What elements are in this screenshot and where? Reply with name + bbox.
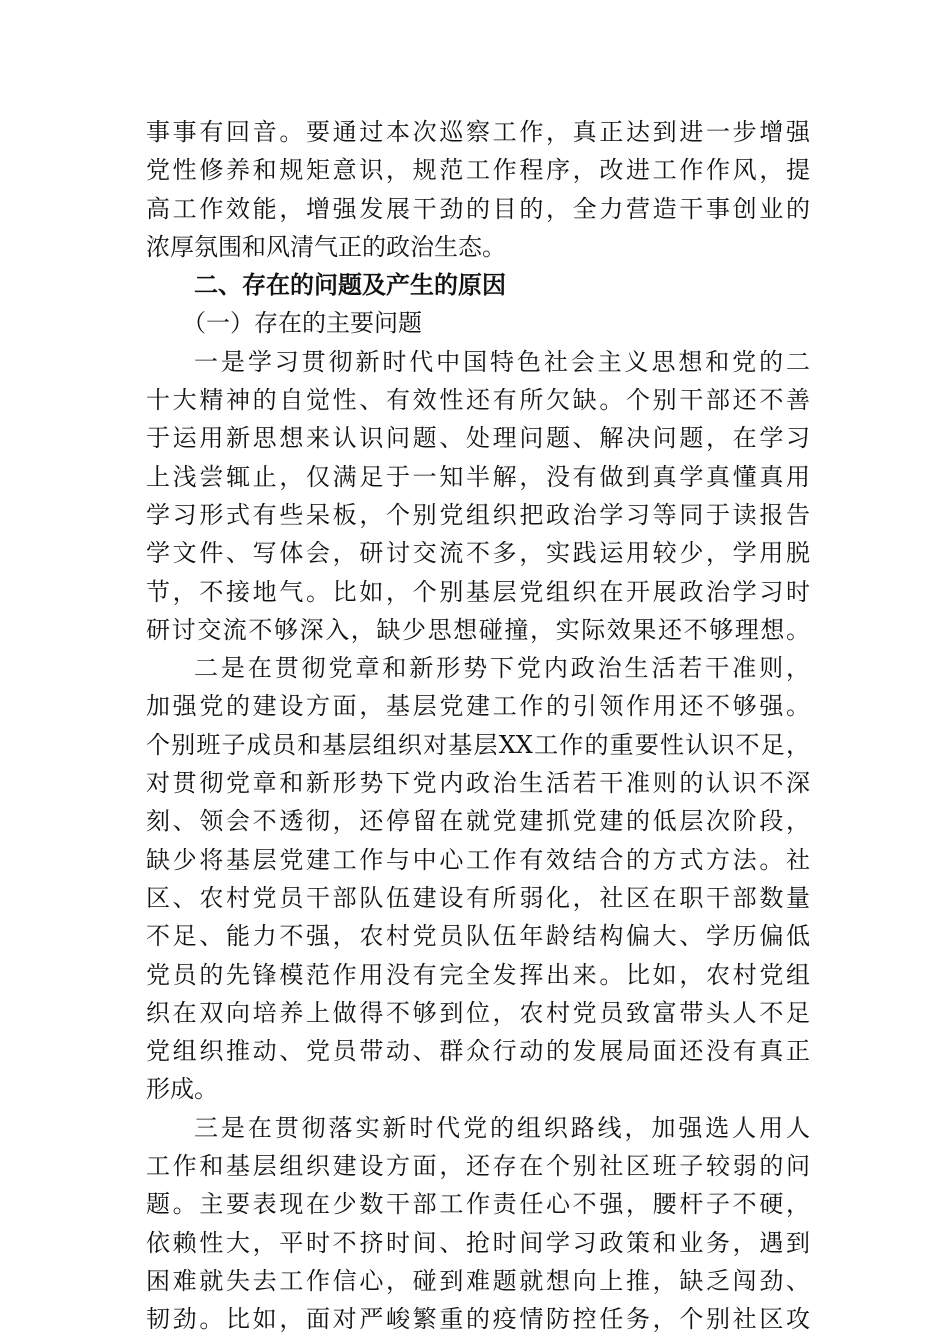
- text-line: 节，不接地气。比如，个别基层党组织在开展政治学习时: [146, 577, 810, 606]
- text-line: 加强党的建设方面，基层党建工作的引领作用还不够强。: [146, 692, 810, 721]
- text-line: 研讨交流不够深入，缺少思想碰撞，实际效果还不够理想。: [146, 615, 810, 644]
- paragraph-problem-2: [146, 649, 810, 1109]
- text-line: 依赖性大，平时不挤时间、抢时间学习政策和业务，遇到: [146, 1228, 810, 1257]
- text-line: 于运用新思想来认识问题、处理问题、解决问题，在学习: [146, 424, 810, 453]
- text-line: 织在双向培养上做得不够到位，农村党员致富带头人不足: [146, 998, 810, 1027]
- text-line: 题。主要表现在少数干部工作责任心不强，腰杆子不硬，: [146, 1190, 810, 1219]
- text-line: 工作和基层组织建设方面，还存在个别社区班子较弱的问: [146, 1152, 810, 1181]
- text-line: 高工作效能，增强发展干劲的目的，全力营造干事创业的: [146, 194, 810, 223]
- subsection-heading: （一）存在的主要问题: [182, 309, 422, 338]
- paragraph-problem-1: [146, 343, 810, 649]
- text-line: 十大精神的自觉性、有效性还有所欠缺。个别干部还不善: [146, 386, 810, 415]
- text-line: 韧劲。比如，面对严峻繁重的疫情防控任务，个别社区攻: [146, 1305, 810, 1334]
- section-heading: 二、存在的问题及产生的原因: [194, 271, 506, 300]
- text-line: 困难就失去工作信心，碰到难题就想向上推，缺乏闯劲、: [146, 1266, 810, 1295]
- text-line: 形成。: [146, 1075, 218, 1104]
- text-line: 缺少将基层党建工作与中心工作有效结合的方式方法。社: [146, 845, 810, 874]
- text-line: 刻、领会不透彻，还停留在就党建抓党建的低层次阶段，: [146, 807, 810, 836]
- text-line: 区、农村党员干部队伍建设有所弱化，社区在职干部数量: [146, 883, 810, 912]
- text-line: 事事有回音。要通过本次巡察工作，真正达到进一步增强: [146, 118, 810, 146]
- text-line: 学文件、写体会，研讨交流不多，实践运用较少，学用脱: [146, 539, 810, 568]
- text-line: 一是学习贯彻新时代中国特色社会主义思想和党的二: [194, 347, 810, 376]
- text-line: 个别班子成员和基层组织对基层XX工作的重要性认识不足，: [146, 730, 810, 759]
- text-line: 三是在贯彻落实新时代党的组织路线，加强选人用人: [194, 1113, 810, 1142]
- text-line: 二是在贯彻党章和新形势下党内政治生活若干准则，: [194, 654, 810, 683]
- text-line: 党组织推动、党员带动、群众行动的发展局面还没有真正: [146, 1037, 810, 1066]
- text-line: 党员的先锋模范作用没有完全发挥出来。比如，农村党组: [146, 960, 810, 989]
- text-line: 浓厚氛围和风清气正的政治生态。: [146, 232, 506, 261]
- document-body: [146, 113, 810, 1339]
- text-line: 学习形式有些呆板，个别党组织把政治学习等同于读报告: [146, 500, 810, 529]
- text-line: 党性修养和规矩意识，规范工作程序，改进工作作风，提: [146, 156, 810, 185]
- text-line: 不足、能力不强，农村党员队伍年龄结构偏大、学历偏低: [146, 922, 810, 951]
- paragraph-problem-3: [146, 1109, 810, 1339]
- paragraph-conclusion: [146, 113, 810, 266]
- text-line: 上浅尝辄止，仅满足于一知半解，没有做到真学真懂真用: [146, 462, 810, 491]
- text-line: 对贯彻党章和新形势下党内政治生活若干准则的认识不深: [146, 769, 810, 798]
